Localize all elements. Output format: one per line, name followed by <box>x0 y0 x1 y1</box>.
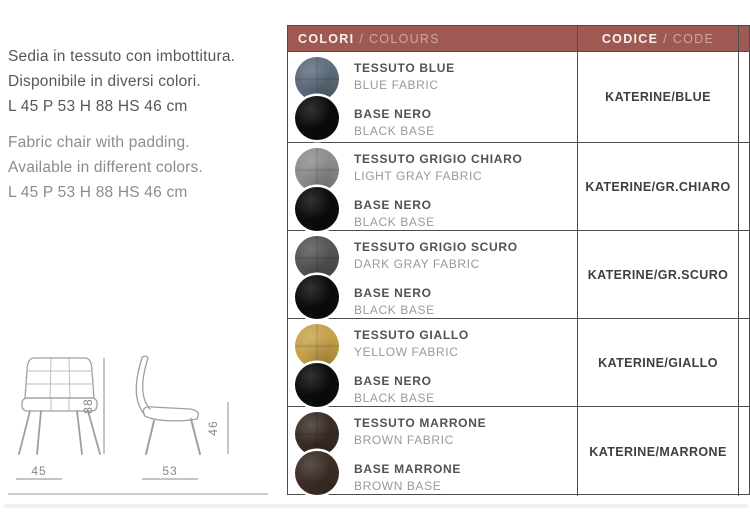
fabric-label-group <box>354 61 455 92</box>
row-edge-sliver <box>739 143 749 230</box>
paragraph-gap <box>8 119 284 130</box>
colors-code-table <box>287 25 750 495</box>
fabric-swatch <box>295 412 339 456</box>
dimension-drawing <box>0 348 280 500</box>
product-code: KATERINE/BLUE <box>605 90 711 104</box>
colors-header-label-it: COLORI <box>298 31 355 46</box>
base-name-en: BLACK BASE <box>354 124 435 138</box>
base-name-it: BASE NERO <box>354 107 432 121</box>
table-row <box>288 406 749 496</box>
code-cell <box>578 143 739 230</box>
colors-column-header <box>288 26 578 51</box>
base-swatch <box>295 96 339 140</box>
row-edge-sliver <box>739 319 749 406</box>
fabric-name-it: TESSUTO BLUE <box>354 61 455 75</box>
base-name-it: BASE NERO <box>354 286 432 300</box>
product-code: KATERINE/MARRONE <box>589 444 727 459</box>
fabric-name-en: LIGHT GRAY FABRIC <box>354 169 483 183</box>
colors-cell <box>288 319 578 406</box>
colors-cell <box>288 143 578 230</box>
table-row <box>288 51 749 142</box>
fabric-name-it: TESSUTO MARRONE <box>354 416 487 430</box>
fabric-label-group <box>354 152 523 183</box>
fabric-name-it: TESSUTO GRIGIO SCURO <box>354 240 518 254</box>
base-swatch <box>295 363 339 407</box>
fabric-label-group <box>354 240 518 271</box>
product-description <box>8 44 284 205</box>
base-name-en: BLACK BASE <box>354 391 435 405</box>
colors-cell <box>288 231 578 318</box>
base-label-group <box>354 286 435 317</box>
fabric-name-en: BROWN FABRIC <box>354 433 454 447</box>
code-cell <box>578 231 739 318</box>
fabric-name-en: DARK GRAY FABRIC <box>354 257 480 271</box>
fabric-name-en: YELLOW FABRIC <box>354 345 459 359</box>
base-swatch <box>295 275 339 319</box>
side-view-chair <box>136 356 200 454</box>
code-column-header <box>578 26 739 51</box>
table-row <box>288 230 749 318</box>
fabric-label-group <box>354 328 469 359</box>
dimension-depth-label: 53 <box>162 464 178 478</box>
product-code: KATERINE/GIALLO <box>598 355 718 370</box>
description-dimensions-en: L 45 P 53 H 88 HS 46 cm <box>8 184 188 201</box>
base-label-group <box>354 374 435 405</box>
base-label-group <box>354 107 435 138</box>
colors-cell <box>288 52 578 142</box>
base-name-en: BLACK BASE <box>354 215 435 229</box>
table-row <box>288 142 749 230</box>
fabric-swatch <box>295 324 339 368</box>
fabric-label-group <box>354 416 486 447</box>
description-line-en: Available in different colors. <box>8 159 203 176</box>
code-cell <box>578 407 739 496</box>
table-body <box>288 51 749 496</box>
colors-cell <box>288 407 578 496</box>
fabric-swatch <box>295 236 339 280</box>
colors-header-label-en: / COLOURS <box>359 31 440 46</box>
product-code: KATERINE/GR.SCURO <box>587 267 729 282</box>
fabric-swatch <box>295 57 339 101</box>
base-name-en: BROWN BASE <box>354 479 442 493</box>
base-name-it: BASE NERO <box>354 374 432 388</box>
product-code: KATERINE/GR.CHIARO <box>585 179 731 194</box>
fabric-name-en: BLUE FABRIC <box>354 78 439 92</box>
base-label-group <box>354 462 461 493</box>
page-edge-shadow <box>4 504 748 508</box>
table-row <box>288 318 749 406</box>
code-header-label-en: / CODE <box>663 31 715 46</box>
base-name-it: BASE MARRONE <box>354 462 462 476</box>
base-swatch <box>295 451 339 495</box>
code-header-label-it: CODICE <box>601 31 659 46</box>
base-swatch <box>295 187 339 231</box>
base-name-en: BLACK BASE <box>354 303 435 317</box>
row-edge-sliver <box>739 52 749 142</box>
row-edge-sliver <box>739 407 749 496</box>
description-line-it: Sedia in tessuto con imbottitura. <box>8 48 236 65</box>
fabric-name-it: TESSUTO GRIGIO CHIARO <box>354 152 523 166</box>
row-edge-sliver <box>739 231 749 318</box>
fabric-swatch <box>295 148 339 192</box>
code-cell <box>578 319 739 406</box>
fabric-name-it: TESSUTO GIALLO <box>354 328 469 342</box>
description-dimensions-it: L 45 P 53 H 88 HS 46 cm <box>8 98 188 115</box>
header-edge-sliver <box>739 26 749 51</box>
dimension-seat-height-label: 46 <box>206 420 220 436</box>
code-cell <box>578 52 739 142</box>
dimension-height-label: 88 <box>81 398 95 414</box>
table-header <box>288 26 749 51</box>
base-name-it: BASE NERO <box>354 198 432 212</box>
description-line-en: Fabric chair with padding. <box>8 134 190 151</box>
description-line-it: Disponibile in diversi colori. <box>8 73 201 90</box>
dimension-lines <box>8 358 268 494</box>
dimension-width-label: 45 <box>31 464 47 478</box>
base-label-group <box>354 198 435 229</box>
